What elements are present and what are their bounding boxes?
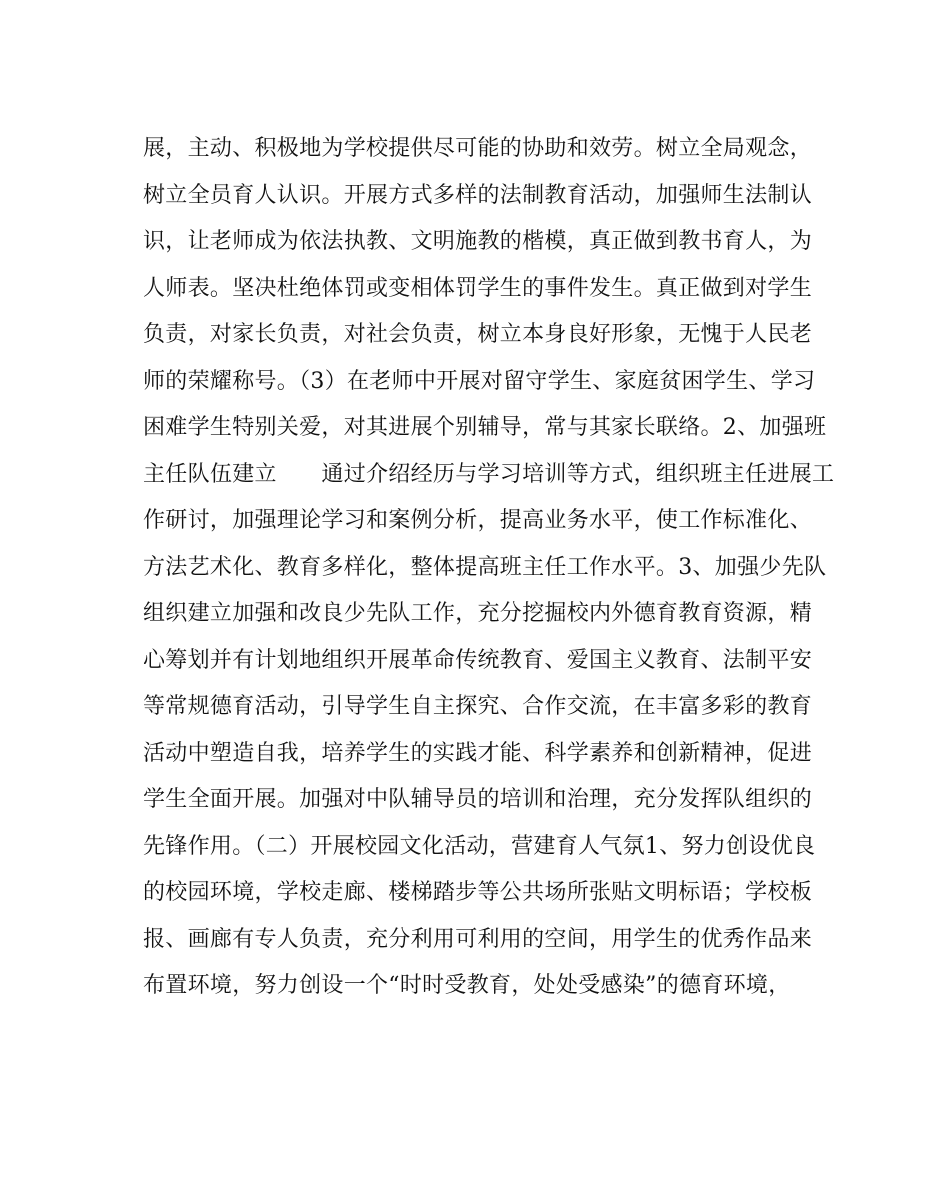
text-line: 困难学生特别关爱，对其进展个别辅导，常与其家长联络。2、加强班 — [143, 415, 827, 440]
text-line: 作研讨，加强理论学习和案例分析，提高业务水平，使工作标准化、 — [143, 508, 813, 533]
text-line: 报、画廊有专人负责，充分利用可利用的空间，用学生的优秀作品来 — [143, 926, 813, 952]
text-line: 方法艺术化、教育多样化，整体提高班主任工作水平。3、加强少先队 — [143, 554, 827, 580]
text-line: 活动中塑造自我，培养学生的实践才能、科学素养和创新精神，促进 — [143, 740, 813, 766]
text-line: 学生全面开展。加强对中队辅导员的培训和治理，充分发挥队组织的 — [143, 787, 813, 812]
text-line: 识，让老师成为依法执教、文明施教的楷模，真正做到教书育人，为 — [143, 229, 813, 254]
text-line: 组织建立加强和改良少先队工作，充分挖掘校内外德育教育资源，精 — [143, 601, 813, 626]
text-line: 布置环境，努力创设一个“时时受教育，处处受感染”的德育环境， — [143, 973, 791, 998]
text-line: 等常规德育活动，引导学生自主探究、合作交流，在丰富多彩的教育 — [143, 694, 813, 719]
text-line: 展，主动、积极地为学校提供尽可能的协助和效劳。树立全局观念， — [143, 136, 813, 161]
text-line: 负责，对家长负责，对社会负责，树立本身良好形象，无愧于人民老 — [143, 322, 813, 347]
text-line: 先锋作用。（二）开展校园文化活动，营建育人气氛1、努力创设优良 — [143, 833, 816, 859]
text-line: 师的荣耀称号。（3）在老师中开展对留守学生、家庭贫困学生、学习 — [143, 368, 816, 394]
text-line: 的校园环境，学校走廊、楼梯踏步等公共场所张贴文明标语；学校板 — [143, 880, 813, 905]
text-line: 树立全员育人认识。开展方式多样的法制教育活动，加强师生法制认 — [143, 182, 813, 208]
text-line: 人师表。坚决杜绝体罚或变相体罚学生的事件发生。真正做到对学生 — [143, 275, 813, 301]
body-text — [143, 129, 835, 1013]
text-line: 主任队伍建立 通过介绍经历与学习培训等方式，组织班主任进展工 — [143, 461, 835, 487]
text-line: 心筹划并有计划地组织开展革命传统教育、爱国主义教育、法制平安 — [143, 647, 813, 673]
